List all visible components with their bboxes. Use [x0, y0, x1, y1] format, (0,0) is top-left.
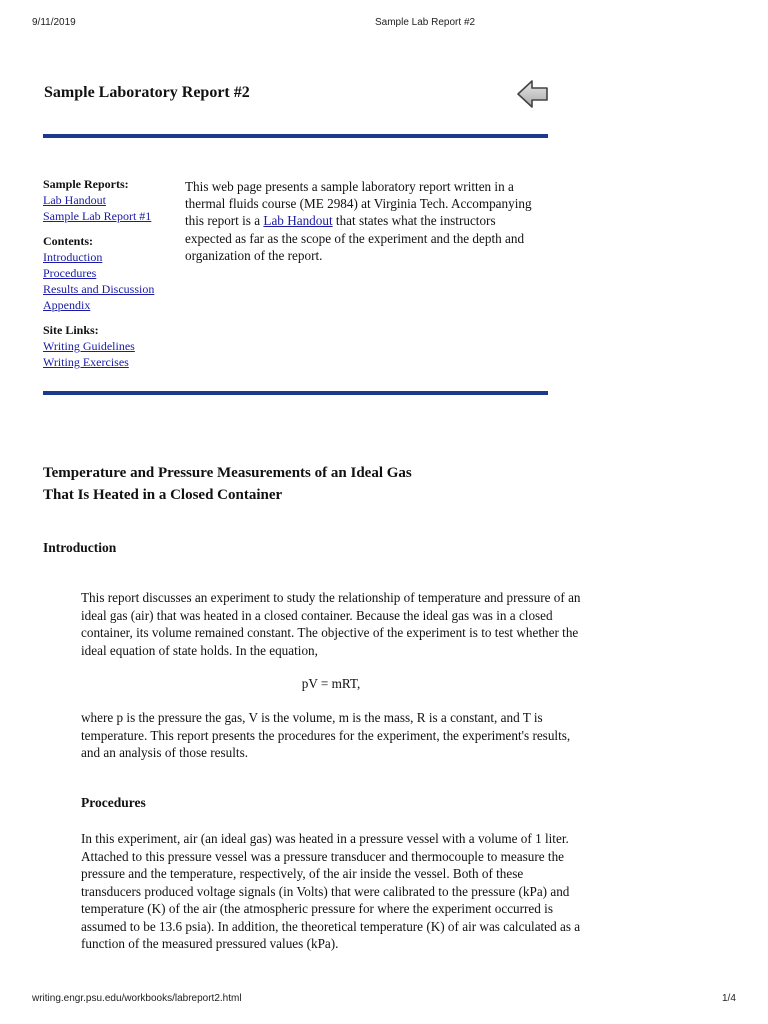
- intro-blurb: [185, 178, 545, 264]
- introduction-paragraph: This report discusses an experiment to study the relationship of temperature and pressure of an ideal gas (air) that was heated in a closed container. Because the ideal gas was in a closed container, its volume remained constant. The objective of the experiment is to test whether the ideal equation of state holds. In the equation,: [81, 590, 581, 658]
- sidebar-link-writing-guidelines[interactable]: Writing Guidelines: [43, 339, 135, 354]
- print-header-title: Sample Lab Report #2: [375, 17, 476, 28]
- sidebar-heading: Site Links:: [43, 323, 99, 338]
- sidebar-sample-reports: [43, 177, 178, 224]
- sidebar-link-results[interactable]: Results and Discussion: [43, 281, 155, 296]
- print-date: 9/11/2019: [32, 17, 76, 28]
- top-divider: [43, 134, 548, 138]
- sidebar-heading: Contents:: [43, 234, 93, 249]
- equation: pV = mRT,: [301, 676, 361, 691]
- intro-text: This web page presents a sample laboratory report written in a thermal fluids course (ME 2984) at Virginia Tech. Accompanying this report is a: [185, 179, 532, 229]
- report-title-line: Temperature and Pressure Measurements of an Ideal Gas: [43, 465, 412, 481]
- back-button[interactable]: [516, 78, 550, 110]
- sidebar-link-lab-handout[interactable]: Lab Handout: [43, 192, 106, 207]
- bottom-divider: [43, 391, 548, 395]
- report-title: [43, 462, 412, 506]
- print-page-number: 1/4: [722, 993, 736, 1004]
- sidebar-link-procedures[interactable]: Procedures: [43, 265, 97, 280]
- sidebar-link-writing-exercises[interactable]: Writing Exercises: [43, 354, 129, 369]
- sidebar-link-introduction[interactable]: Introduction: [43, 250, 103, 265]
- page-title: Sample Laboratory Report #2: [44, 84, 250, 101]
- procedures-heading: Procedures: [81, 795, 146, 810]
- sidebar-link-appendix[interactable]: Appendix: [43, 297, 91, 312]
- intro-text: that states what the instructors expected as far as the scope of the experiment and the depth and organization of the report.: [185, 213, 525, 263]
- introduction-heading: Introduction: [43, 540, 117, 555]
- print-url: writing.engr.psu.edu/workbooks/labreport2.html: [32, 993, 242, 1004]
- sidebar-site-links: [43, 323, 178, 370]
- sidebar-contents: [43, 234, 178, 313]
- back-arrow-icon: [516, 78, 550, 110]
- sidebar-heading: Sample Reports:: [43, 177, 129, 191]
- intro-link-lab-handout[interactable]: Lab Handout: [263, 213, 333, 229]
- sidebar: [43, 177, 178, 381]
- sidebar-link-sample-report-1[interactable]: Sample Lab Report #1: [43, 208, 152, 223]
- report-title-line: That Is Heated in a Closed Container: [43, 487, 283, 503]
- procedures-paragraph: In this experiment, air (an ideal gas) was heated in a pressure vessel with a volume of 1 liter. Attached to this pressure vessel was a pressure transducer and thermocouple to measure the pressure and the temperature, respectively, of the air inside the vessel. Both of these transducers produced voltage signals (in Volts) that were calibrated to the pressure (kPa) and temperature (K) of the air (the atmospheric pressure for where the experiment occurred is assumed to be 13.6 psia). In addition, the theoretical temperature (K) of air was calculated as a function of the measured pressured values (kPa).: [81, 831, 581, 951]
- introduction-paragraph: where p is the pressure the gas, V is the volume, m is the mass, R is a constant, and T is temperature. This report presents the procedures for the experiment, the experiment's results, and an analysis of those results.: [81, 710, 571, 760]
